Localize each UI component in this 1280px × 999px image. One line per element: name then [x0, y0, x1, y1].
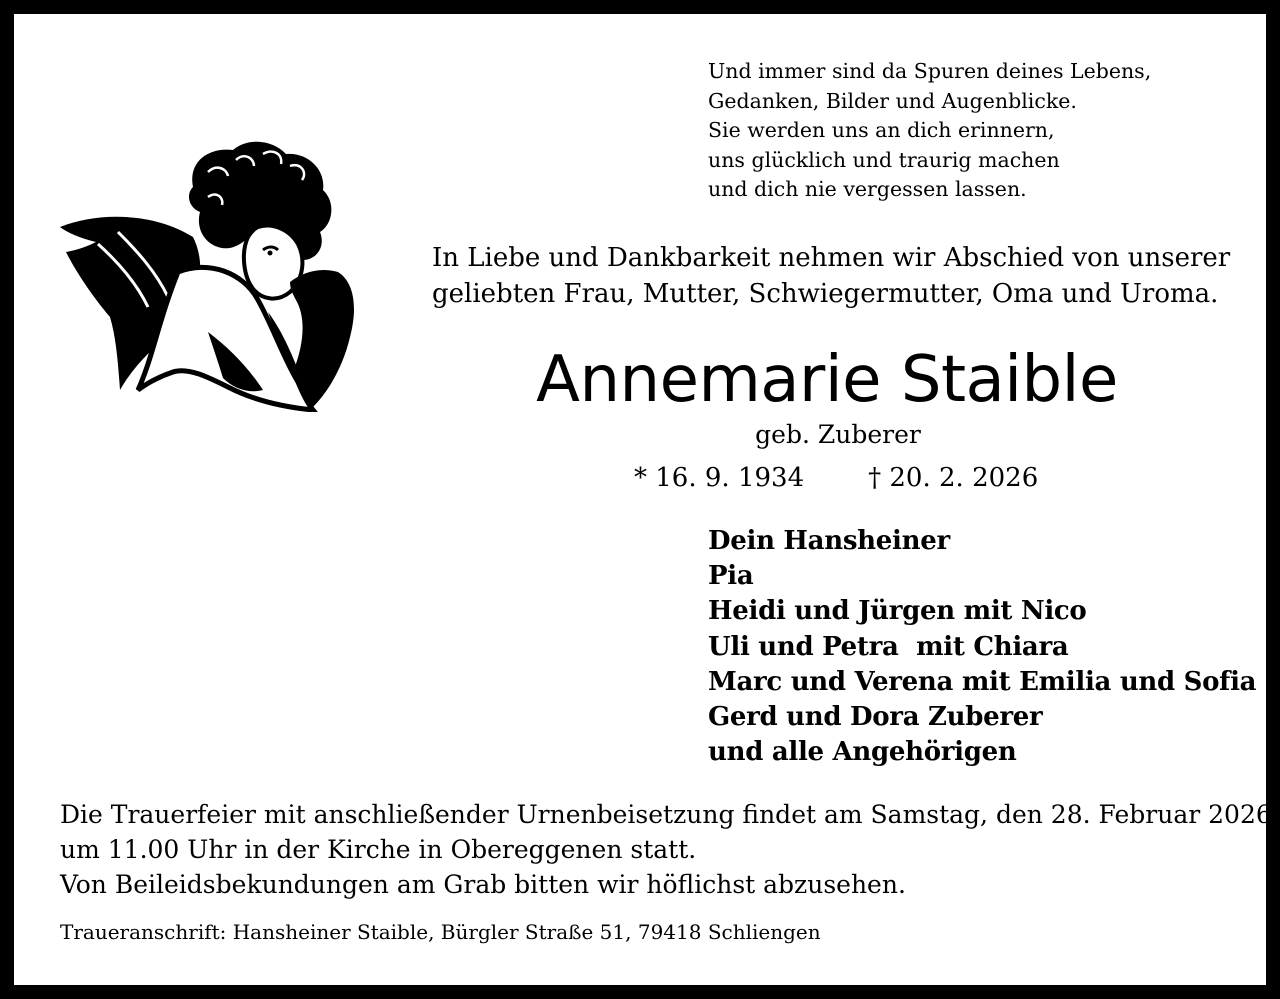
poem-line: uns glücklich und traurig machen — [708, 147, 1060, 172]
deceased-name: Annemarie Staible — [536, 343, 1118, 417]
mourner: Gerd und Dora Zuberer — [708, 702, 1043, 733]
mourner: und alle Angehörigen — [708, 737, 1017, 768]
ceremony-info — [60, 797, 1272, 902]
poem — [708, 57, 1151, 205]
mourner: Uli und Petra mit Chiara — [708, 631, 1069, 662]
mourners-list — [708, 524, 1256, 770]
intro-line: geliebten Frau, Mutter, Schwiegermutter, Oma und Uroma. — [432, 279, 1219, 309]
life-dates — [634, 460, 1038, 496]
ceremony-line: Die Trauerfeier mit anschließender Urnenbeisetzung findet am Samstag, den 28. Februar 2026 — [60, 800, 1272, 829]
ceremony-line: Von Beileidsbekundungen am Grab bitten wir höflichst abzusehen. — [60, 870, 906, 899]
intro-text — [432, 240, 1231, 312]
intro-line: In Liebe und Dankbarkeit nehmen wir Abschied von unserer — [432, 243, 1231, 273]
ceremony-line: um 11.00 Uhr in der Kirche in Obereggenen statt. — [60, 835, 697, 864]
mourner: Dein Hansheiner — [708, 526, 950, 556]
poem-line: Gedanken, Bilder und Augenblicke. — [708, 88, 1077, 113]
obituary-card — [14, 14, 1272, 985]
mourner: Heidi und Jürgen mit Nico — [708, 596, 1087, 627]
birth-name: geb. Zuberer — [755, 420, 921, 449]
poem-line: und dich nie vergessen lassen. — [708, 177, 1027, 201]
poem-line: Und immer sind da Spuren deines Lebens, — [708, 59, 1152, 83]
mourner: Pia — [708, 561, 754, 592]
mourner: Marc und Verena mit Emilia und Sofia — [708, 666, 1257, 697]
cherub-angel-icon — [58, 132, 358, 412]
death-date: † 20. 2. 2026 — [868, 463, 1039, 493]
poem-line: Sie werden uns an dich erinnern, — [708, 118, 1055, 142]
mourning-address: Traueranschrift: Hansheiner Staible, Bürgler Straße 51, 79418 Schliengen — [60, 920, 821, 944]
birth-date: * 16. 9. 1934 — [634, 463, 805, 493]
